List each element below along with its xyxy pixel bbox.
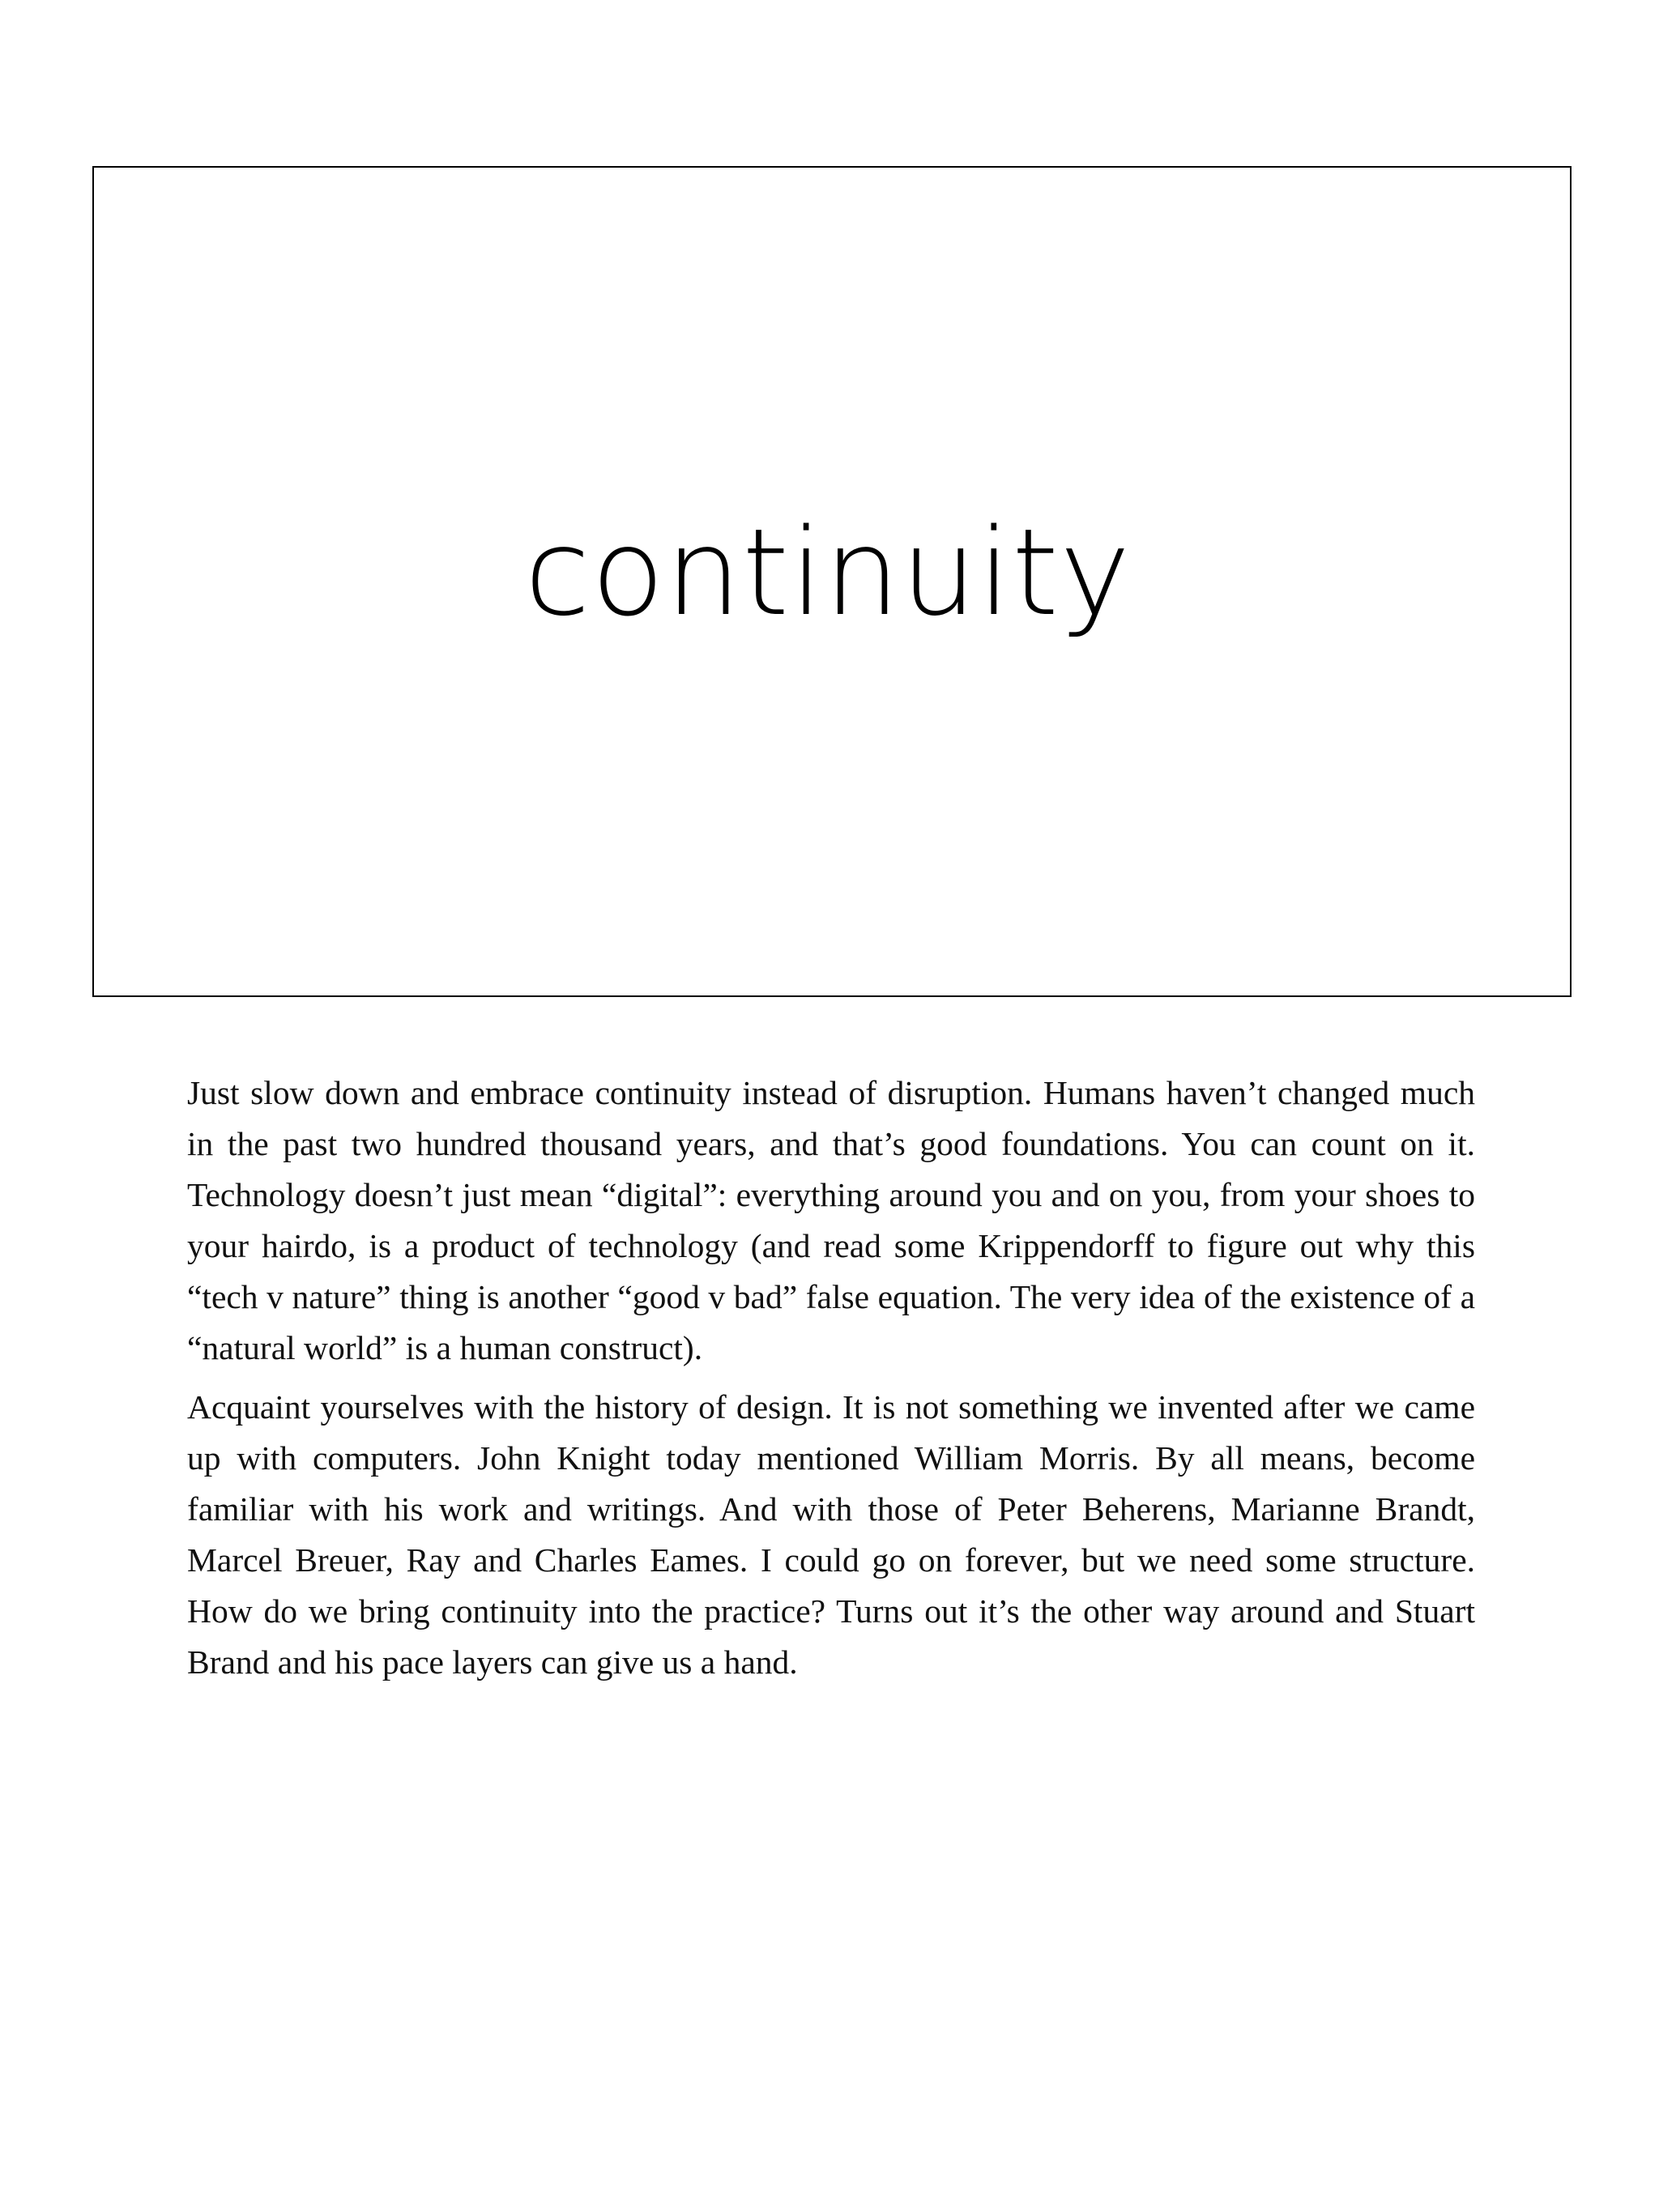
slide-frame	[92, 166, 1572, 997]
notes-paragraph: Acquaint yourselves with the history of design. It is not something we invented after we came up with computers. John Knight today mentioned William Morris. By all means, become familiar with his work and writings. And with those of Peter Beherens, Marianne Brandt, Marcel Breuer, Ray and Charles Eames. I could go on forever, but we need some structure. How do we bring continuity into the practice? Turns out it’s the other way around and Stuart Brand and his pace layers can give us a hand.	[187, 1388, 1475, 1681]
notes-paragraph: Just slow down and embrace continuity instead of disruption. Humans haven’t changed much in the past two hundred thousand years, and that’s good foundations. You can count on it. Technology doesn’t just mean “digital”: everything around you and on you, from your shoes to your hairdo, is a product of technology (and read some Krippendorff to figure out why this “tech v nature” thing is another “good v bad” false equation. The very idea of the existence of a “natural world” is a human construct).	[187, 1074, 1475, 1366]
speaker-notes	[187, 1068, 1475, 1696]
slide-title: continuity	[524, 503, 1132, 642]
